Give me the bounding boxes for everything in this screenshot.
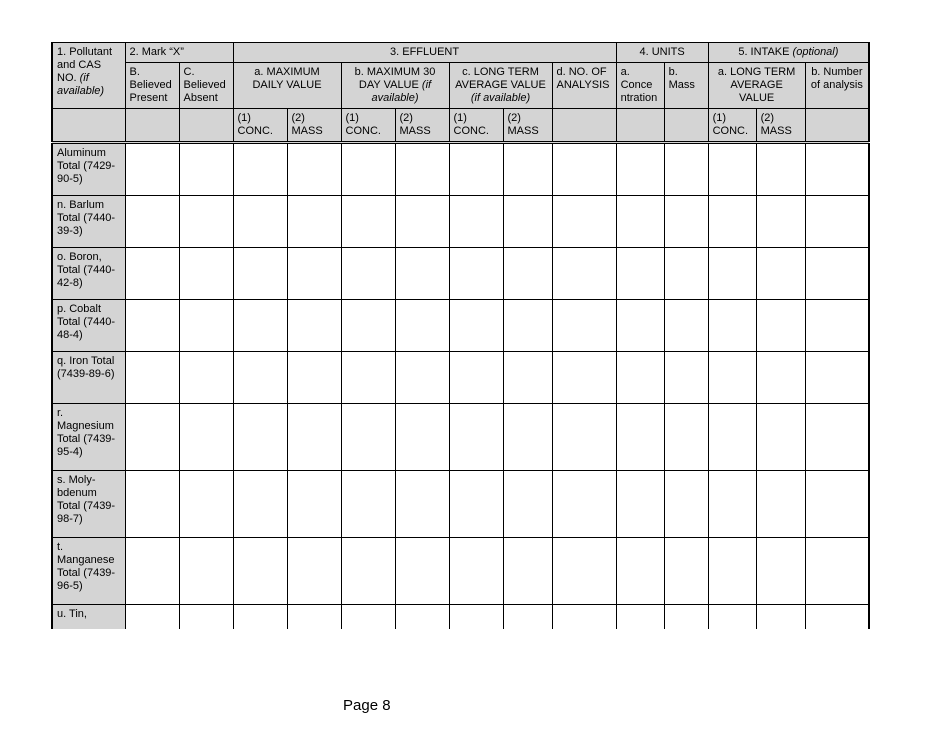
pollutant-row [52, 404, 869, 471]
intake-conc-header: (1) CONC. [708, 109, 756, 143]
pollutant-row [52, 248, 869, 300]
num-analysis-header: d. NO. OF ANALYSIS [552, 63, 616, 109]
intake-num-analysis-header: b. Number of analysis [805, 63, 869, 109]
max-30-day-header: b. MAXIMUM 30 DAY VALUE (if available) [341, 63, 449, 109]
pollutant-header: 1. Pollutant and CAS NO. (if available) [52, 43, 125, 109]
pollutant-name: o. Boron, Total (7440-42-8) [52, 248, 125, 300]
effluent-header: 3. EFFLUENT [233, 43, 616, 63]
pollutant-name: p. Cobalt Total (7440-48-4) [52, 300, 125, 352]
max-30-mass-header: (2) MASS [395, 109, 449, 143]
long-term-avg-header: c. LONG TERM AVERAGE VALUE (if available) [449, 63, 552, 109]
long-term-mass-header: (2) MASS [503, 109, 552, 143]
page-number: Page 8 [343, 697, 391, 714]
pollutant-name: Aluminum Total (7429-90-5) [52, 143, 125, 196]
pollutant-row [52, 471, 869, 538]
pollutant-row [52, 143, 869, 196]
intake-long-term-header: a. LONG TERM AVERAGE VALUE [708, 63, 805, 109]
pollutant-name: t. Manganese Total (7439-96-5) [52, 538, 125, 605]
pollutant-row [52, 352, 869, 404]
header-row-1 [52, 43, 869, 63]
pollutant-name: q. Iron Total (7439-89-6) [52, 352, 125, 404]
intake-header: 5. INTAKE (optional) [708, 43, 869, 63]
pollutant-name: u. Tin, [52, 605, 125, 630]
pollutant-row [52, 538, 869, 605]
believed-present-header: B. Believed Present [125, 63, 179, 109]
believed-absent-header: C. Believed Absent [179, 63, 233, 109]
max-daily-mass-header: (2) MASS [287, 109, 341, 143]
pollutant-form-table [51, 42, 870, 629]
max-daily-conc-header: (1) CONC. [233, 109, 287, 143]
mark-header: 2. Mark “X” [125, 43, 233, 63]
pollutant-name: s. Moly- bdenum Total (7439-98-7) [52, 471, 125, 538]
pollutant-name: n. Barlum Total (7440-39-3) [52, 196, 125, 248]
pollutant-row [52, 196, 869, 248]
max-30-conc-header: (1) CONC. [341, 109, 395, 143]
units-header: 4. UNITS [616, 43, 708, 63]
max-daily-header: a. MAXIMUM DAILY VALUE [233, 63, 341, 109]
mass-header: b. Mass [664, 63, 708, 109]
concentration-header: a. Conce ntration [616, 63, 664, 109]
header-row-2 [52, 63, 869, 109]
pollutant-row [52, 300, 869, 352]
header-row-3 [52, 109, 869, 143]
pollutant-row [52, 605, 869, 630]
pollutant-name: r. Magnesium Total (7439-95-4) [52, 404, 125, 471]
intake-mass-header: (2) MASS [756, 109, 805, 143]
long-term-conc-header: (1) CONC. [449, 109, 503, 143]
